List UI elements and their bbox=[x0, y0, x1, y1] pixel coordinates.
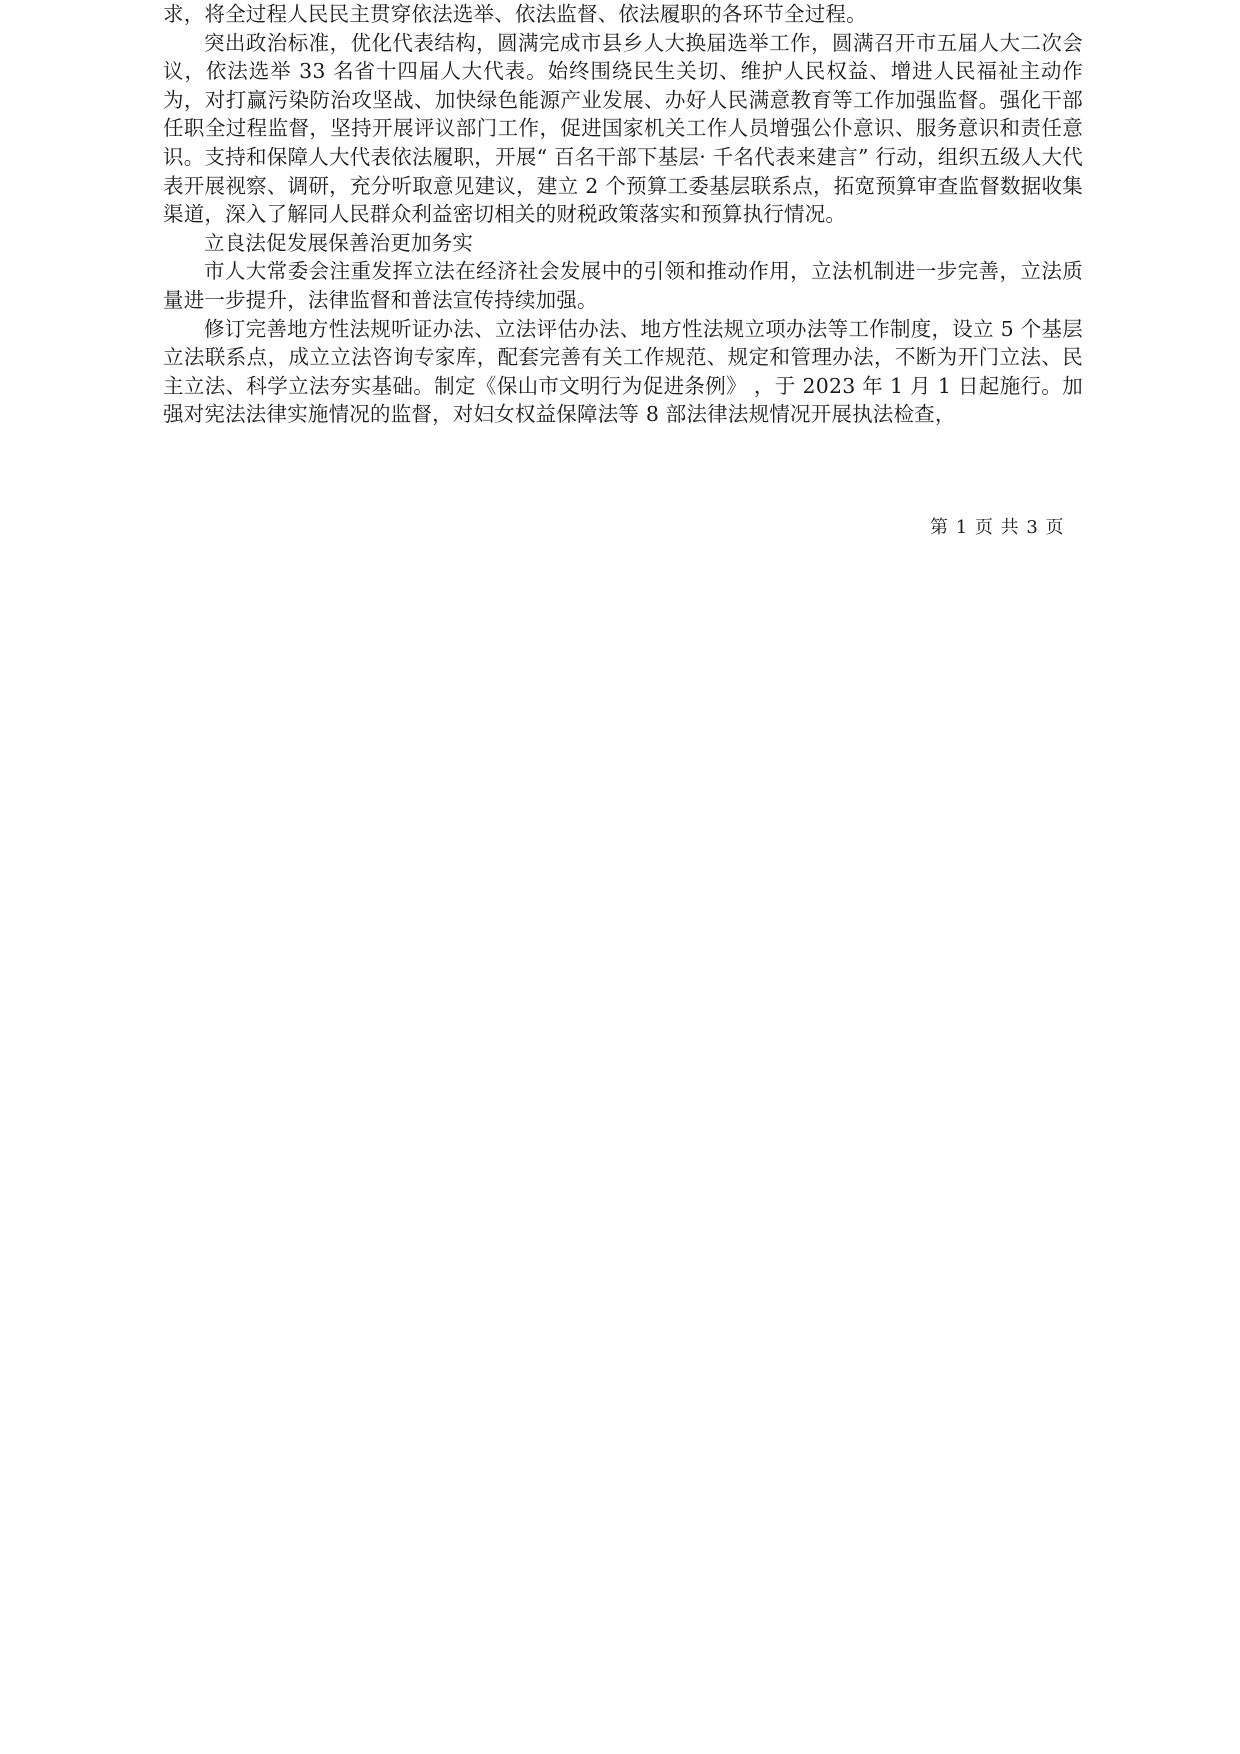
section-heading: 立良法促发展保善治更加务实 bbox=[204, 230, 474, 255]
paragraph-legislation-detail: 修订完善地方性法规听证办法、立法评估办法、地方性法规立项办法等工作制度，设立 5 个基层立法联系点，成立立法咨询专家库，配套完善有关工作规范、规定和管理办法，不断为开门立法、民主立法、科学立法夯实基础。制定《保山市文明行为促进条例》 ，于 2023 年 1 月 1 日起施行。加强对宪法法律实施情况的监督，对妇女权益保障法等 8 部法律法规情况开展执法检查， bbox=[163, 316, 1083, 427]
document-body bbox=[163, 0, 1083, 429]
paragraph-representatives: 突出政治标准，优化代表结构，圆满完成市县乡人大换届选举工作，圆满召开市五届人大二次会议，依法选举 33 名省十四届人大代表。始终围绕民生关切、维护人民权益、增进人民福祉主动作为，对打赢污染防治攻坚战、加快绿色能源产业发展、办好人民满意教育等工作加强监督。强化干部任职全过程监督，坚持开展评议部门工作，促进国家机关工作人员增强公仆意识、服务意识和责任意识。支持和保障人大代表依法履职，开展“ 百名干部下基层· 千名代表来建言” 行动，组织五级人大代表开展视察、调研，充分听取意见建议，建立 2 个预算工委基层联系点，拓宽预算审查监督数据收集渠道，深入了解同人民群众利益密切相关的财税政策落实和预算执行情况。 bbox=[163, 30, 1083, 227]
page-number: 第 1 页 共 3 页 bbox=[930, 517, 1065, 538]
paragraph-legislation-intro: 市人大常委会注重发挥立法在经济社会发展中的引领和推动作用，立法机制进一步完善，立法质量进一步提升，法律监督和普法宣传持续加强。 bbox=[163, 259, 1083, 312]
paragraph-continuation: 求，将全过程人民民主贯穿依法选举、依法监督、依法履职的各环节全过程。 bbox=[163, 2, 867, 26]
